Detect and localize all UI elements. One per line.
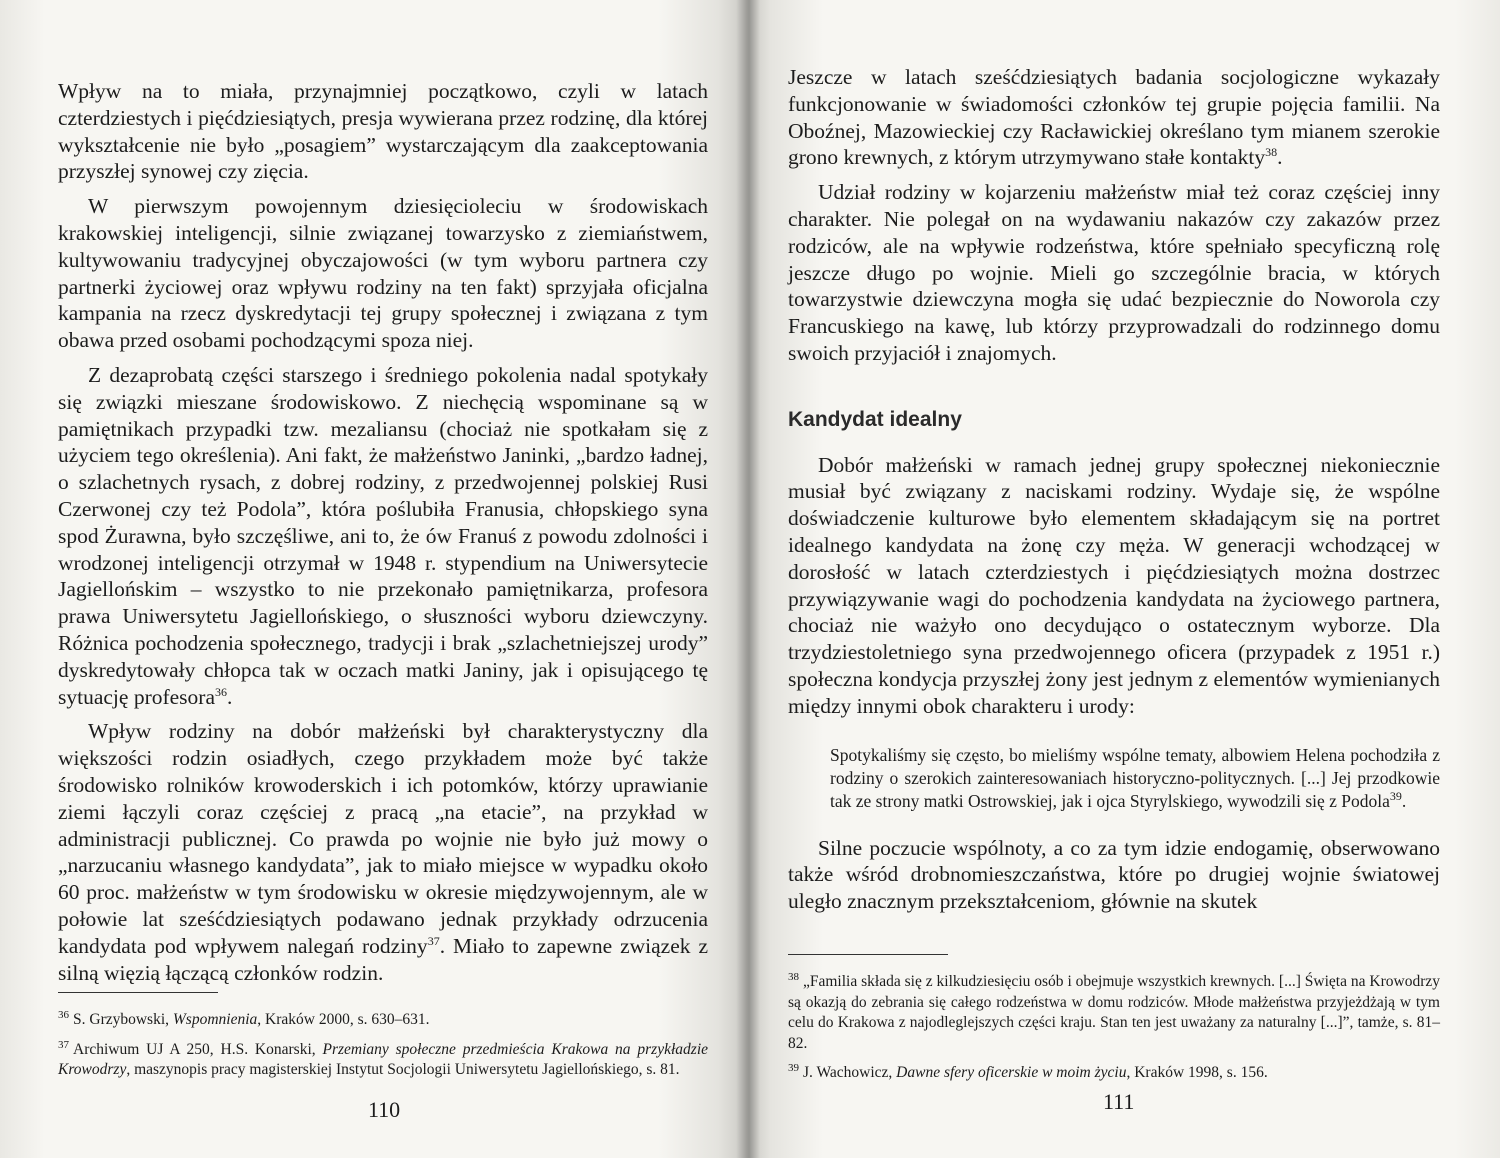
footnote-ref[interactable]: 39 <box>1389 788 1402 803</box>
footnote: $^{39}$ J. Wachowicz, Dawne sfery oficerskie w moim życiu, Kraków 1998, s. 156. <box>788 1062 1268 1082</box>
left-page <box>0 0 748 1158</box>
block-quote: Spotykaliśmy się często, bo mieliśmy wspólne tematy, albowiem Helena pochodziła z rodziny o szerokich zainteresowaniach historyczno-politycznych. [...] Jej przodkowie tak ze strony matki Ostrowskiej, jak i ojca Styrylskiego, wywodzili się z Podola$^{39}$. <box>830 744 1440 811</box>
left-footnotes <box>58 972 708 1085</box>
left-body-text <box>58 78 708 986</box>
right-body-text <box>788 64 1440 915</box>
paragraph: Wpływ na to miała, przynajmniej początkowo, czyli w latach czterdziestych i pięćdziesiątych, presja wywierana przez rodzinę, dla której wykształcenie nie było „posagiem” wystarczającym dla zaakceptowania przyszłej synowej czy zięcia. <box>58 79 708 184</box>
paragraph: Jeszcze w latach sześćdziesiątych badania socjologiczne wykazały funkcjonowanie w świadomości członków tej grupie pojęcia familii. Na Oboźnej, Mazowieckiej czy Racławickiej określano tym mianem szerokie grono krewnych, z którym utrzymywano stałe kontakty$^{38}$. <box>788 65 1440 170</box>
section-heading: Kandydat idealny <box>788 407 962 431</box>
paragraph: Z dezaprobatą części starszego i średniego pokolenia nadal spotykały się związki mieszane środowiskowo. Z niechęcią wspominane są w pamiętnikach przypadki tzw. mezaliansu (chociaż nie spotkałam się z użyciem tego określenia). Ani fakt, że małżeństwo Janinki, „bardzo ładnej, o szlachetnych rysach, z dobrej rodziny, z przedwojennej polskiej Rusi Czerwonej czy też Podola”, która poślubiła Franusia, chłopskiego syna spod Żurawna, było szczęśliwe, ani to, że ów Franuś z powodu zdolności i wrodzonej inteligencji otrzymał w 1948 r. stypendium na Uniwersytecie Jagiellońskim – wszystko to nie przekonało pamiętnikarza, profesora prawa Uniwersytetu Jagiellońskiego, o słuszności wyboru dziewczyny. Różnica pochodzenia społecznego, tradycji i brak „szlachetniejszej urody” dyskredytowały chłopca tak w oczach matki Janiny, jak i opisującego tę sytuację profesora$^{36}$. <box>58 362 708 709</box>
page-number: 111 <box>1103 1089 1135 1114</box>
paragraph: W pierwszym powojennym dziesięcioleciu w środowiskach krakowskiej inteligencji, silnie związanej towarzysko z ziemiaństwem, kultywowaniu tradycyjnej obyczajowości (w tym wyboru partnera czy partnerki życiowej oraz wpływu rodziny na ten fakt) sprzyjała oficjalna kampania na rzecz dyskredytacji tej grupy społecznej i związana z tym obawa przed osobami pochodzącymi spoza niej. <box>58 194 708 353</box>
footnote-ref[interactable]: 37 <box>427 933 440 948</box>
footnote: $^{36}$ S. Grzybowski, Wspomnienia, Kraków 2000, s. 630–631. <box>58 1009 430 1029</box>
book-gutter-shadow <box>736 0 760 1158</box>
footnote: $^{38}$ „Familia składa się z kilkudziesięciu osób i obejmuje wszystkich krewnych. [...] Święta na Krowodrzy są okazją do zebrania się całego rodzeństwa w domu rodziców. Młode małżeństwa przyjeżdżają w tym celu do Krakowa z najodleglejszych części kraju. Stan ten jest uważany za naturalny [...]”, tamże, s. 81–82. <box>788 971 1440 1052</box>
footnote-divider <box>788 954 948 955</box>
footnote-ref[interactable]: 36 <box>215 684 227 699</box>
page-number: 110 <box>368 1097 401 1122</box>
paragraph: Silne poczucie wspólnoty, a co za tym idzie endogamię, obserwowano także wśród drobnomieszczaństwa, które po drugiej wojnie światowej uległo znacznym przekształceniom, głównie na skutek <box>788 835 1440 914</box>
footnote: $^{37}$ Archiwum UJ A 250, H.S. Konarski, Przemiany społeczne przedmieścia Krakowa na przykładzie Krowodrzy, maszynopis pracy magisterskiej Instytut Socjologii Uniwersytetu Jagiellońskiego, s. 81. <box>58 1038 709 1079</box>
paragraph: Dobór małżeński w ramach jednej grupy społecznej niekoniecznie musiał być związany z naciskami rodziny. Wydaje się, że wspólne doświadczenie kulturowe było elementem składającym się na portret idealnego kandydata na żonę czy męża. W generacji wchodzącej w dorosłość w latach czterdziestych i pięćdziesiątych można dostrzec przywiązywanie wagi do pochodzenia kandydata na życiowego partnera, chociaż nie ważyło ono decydująco o ostatecznym wyborze. Dla trzydziestoletniego syna przedwojennego oficera (przypadek z 1951 r.) społeczna kondycja przyszłej żony jest jednym z elementów wymienianych między innymi obok charakteru i urody: <box>788 452 1440 718</box>
paragraph: Udział rodziny w kojarzeniu małżeństw miał też coraz częściej inny charakter. Nie polegał on na wydawaniu nakazów czy zakazów przez rodziców, ale na wpływie rodzeństwa, które spełniało specyficzną rolę jeszcze długo po wojnie. Mieli go szczególnie bracia, w których towarzystwie dziewczyna mogła się udać bezpiecznie do Noworola czy Francuskiego na kawę, lub którzy przyprowadzali do rodzinnego domu swoich przyjaciół i znajomych. <box>788 180 1440 365</box>
footnote-divider <box>58 992 218 993</box>
footnote-ref[interactable]: 38 <box>1265 145 1278 160</box>
paragraph: Wpływ rodziny na dobór małżeński był charakterystyczny dla większości rodzin osiadłych, czego przykładem może być także środowisko rolników krowoderskich i ich potomków, którzy uprawianie ziemi łączyli coraz częściej z pracą „na etacie”, na przykład w administracji publicznej. Co prawda po wojnie nie było już mowy o „narzucaniu własnego kandydata”, jak to miało miejsce w wypadku około 60 proc. małżeństw w tym środowisku w okresie międzywojennym, ale w połowie lat sześćdziesiątych podawano jednak przykłady odrzucenia kandydata pod wpływem nalegań rodziny$^{37}$. Miało to zapewne związek z silną więzią łączącą członków rodzin. <box>58 719 708 985</box>
right-page <box>748 0 1500 1158</box>
right-footnotes <box>788 934 1440 1088</box>
